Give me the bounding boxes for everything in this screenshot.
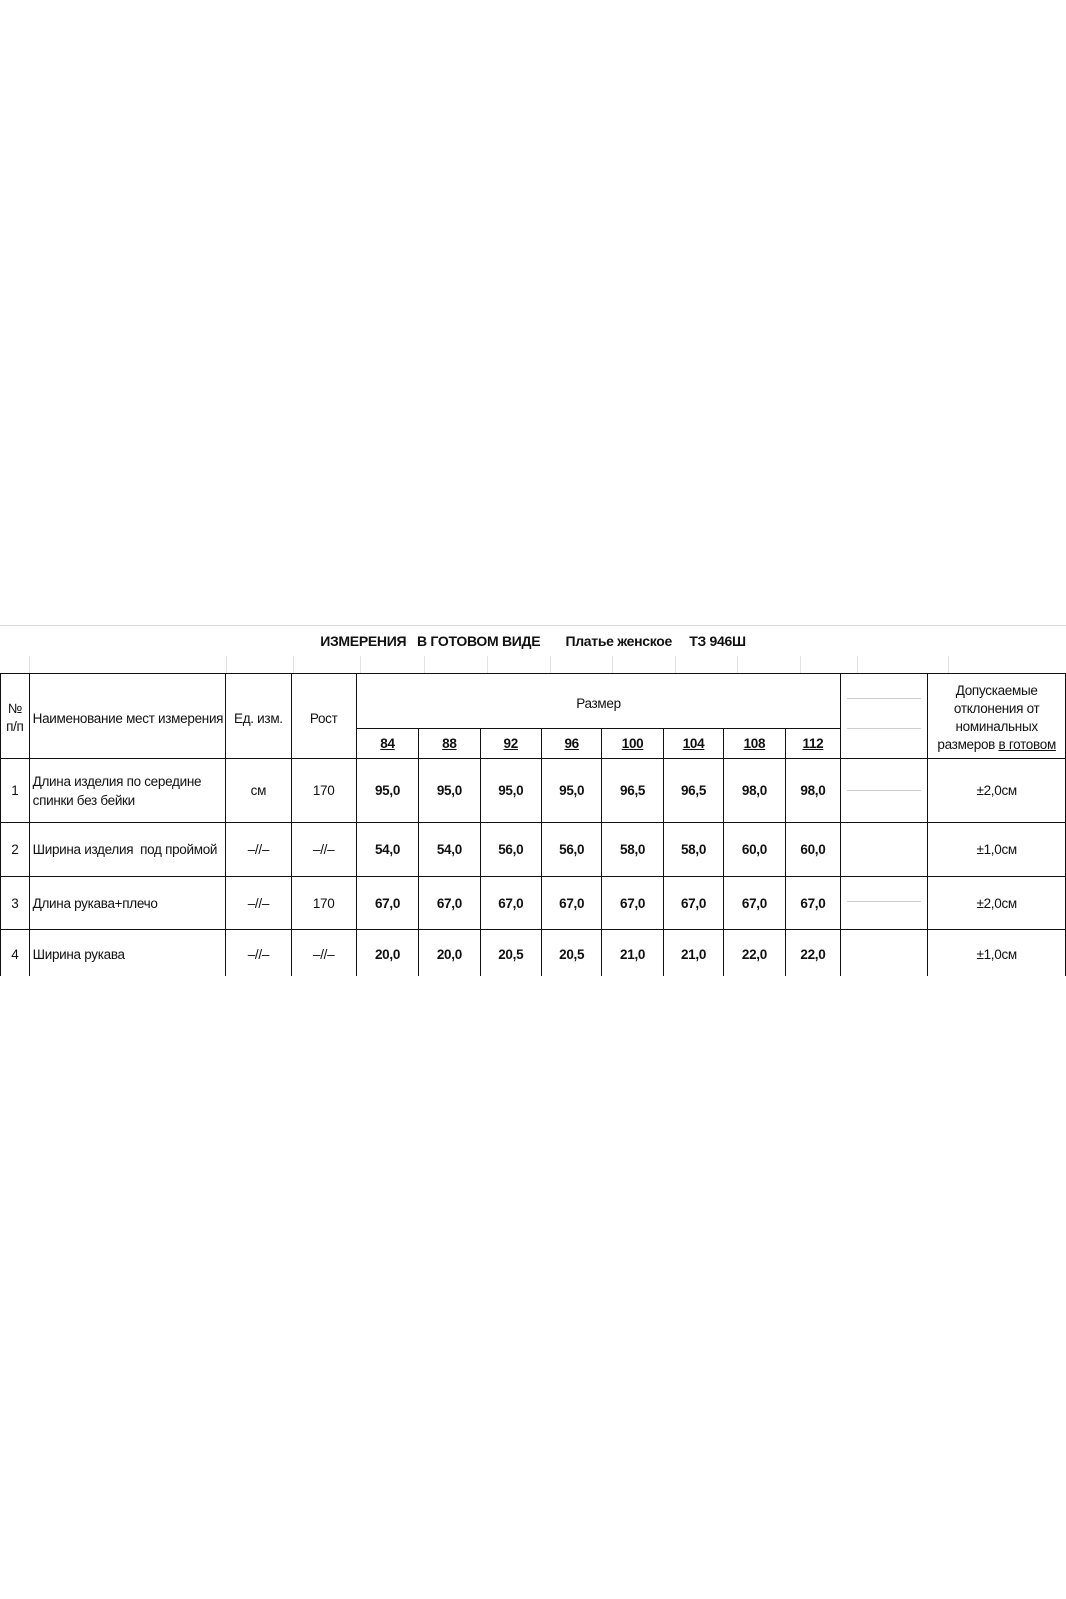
value-cell: 67,0 [480,877,541,930]
blank-cell [841,930,928,977]
value-cell: 21,0 [602,930,663,977]
size-100: 100 [602,728,663,758]
row-height: –//– [291,823,356,877]
row-tolerance: ±2,0см [928,877,1066,930]
value-cell: 98,0 [724,759,785,823]
header-row [1,674,1066,729]
value-cell: 95,0 [541,759,601,823]
size-92: 92 [480,728,541,758]
size-96: 96 [541,728,601,758]
row-height: 170 [291,877,356,930]
blank-cell [841,823,928,877]
row-num: 2 [1,823,30,877]
value-cell: 20,5 [541,930,601,977]
row-name: Длина изделия по середине спинки без бейки [29,759,226,823]
value-cell: 60,0 [785,823,841,877]
table-row [1,759,1066,823]
value-cell: 54,0 [419,823,480,877]
row-name: Длина рукава+плечо [29,877,226,930]
value-cell: 20,0 [356,930,418,977]
blank-cell [841,759,928,823]
value-cell: 54,0 [356,823,418,877]
value-cell: 96,5 [663,759,723,823]
table-row [1,877,1066,930]
title-measurements: ИЗМЕРЕНИЯ В ГОТОВОМ ВИДЕ [320,633,541,649]
size-108: 108 [724,728,785,758]
table-row [1,823,1066,877]
tolerance-text: Допускаемые отклонения от номинальных размеров [937,683,1040,752]
value-cell: 56,0 [541,823,601,877]
value-cell: 95,0 [356,759,418,823]
value-cell: 56,0 [480,823,541,877]
row-unit: –//– [226,823,291,877]
value-cell: 95,0 [419,759,480,823]
value-cell: 67,0 [602,877,663,930]
row-num: 4 [1,930,30,977]
header-height: Рост [291,674,356,759]
title-product: Платье женское [565,633,673,649]
row-unit: см [226,759,291,823]
value-cell: 20,0 [419,930,480,977]
value-cell: 67,0 [663,877,723,930]
row-name: Ширина рукава [29,930,226,977]
size-84: 84 [356,728,418,758]
row-unit: –//– [226,930,291,977]
title-spec-code: ТЗ 946Ш [689,633,746,649]
row-num: 3 [1,877,30,930]
row-tolerance: ±2,0см [928,759,1066,823]
row-num: 1 [1,759,30,823]
header-name: Наименование мест измерения [29,674,226,759]
value-cell: 67,0 [356,877,418,930]
value-cell: 95,0 [480,759,541,823]
value-cell: 22,0 [785,930,841,977]
size-88: 88 [419,728,480,758]
measurement-sheet [0,625,1066,976]
row-unit: –//– [226,877,291,930]
row-name: Ширина изделия под проймой [29,823,226,877]
value-cell: 60,0 [724,823,785,877]
tolerance-text-underlined: в готовом [998,737,1056,752]
row-tolerance: ±1,0см [928,823,1066,877]
header-tolerance [928,674,1066,759]
size-104: 104 [663,728,723,758]
row-height: –//– [291,930,356,977]
row-height: 170 [291,759,356,823]
value-cell: 58,0 [602,823,663,877]
blank-cell [841,877,928,930]
value-cell: 20,5 [480,930,541,977]
header-size: Размер [356,674,840,729]
measurements-table [0,673,1066,976]
sheet-title [0,626,1066,656]
value-cell: 58,0 [663,823,723,877]
header-num: № п/п [1,674,30,759]
table-row [1,930,1066,977]
value-cell: 96,5 [602,759,663,823]
size-112: 112 [785,728,841,758]
value-cell: 67,0 [541,877,601,930]
value-cell: 98,0 [785,759,841,823]
value-cell: 22,0 [724,930,785,977]
row-tolerance: ±1,0см [928,930,1066,977]
value-cell: 21,0 [663,930,723,977]
blank-column-header [841,674,928,759]
value-cell: 67,0 [724,877,785,930]
header-unit: Ед. изм. [226,674,291,759]
value-cell: 67,0 [419,877,480,930]
faint-gridlines [0,656,1066,673]
value-cell: 67,0 [785,877,841,930]
